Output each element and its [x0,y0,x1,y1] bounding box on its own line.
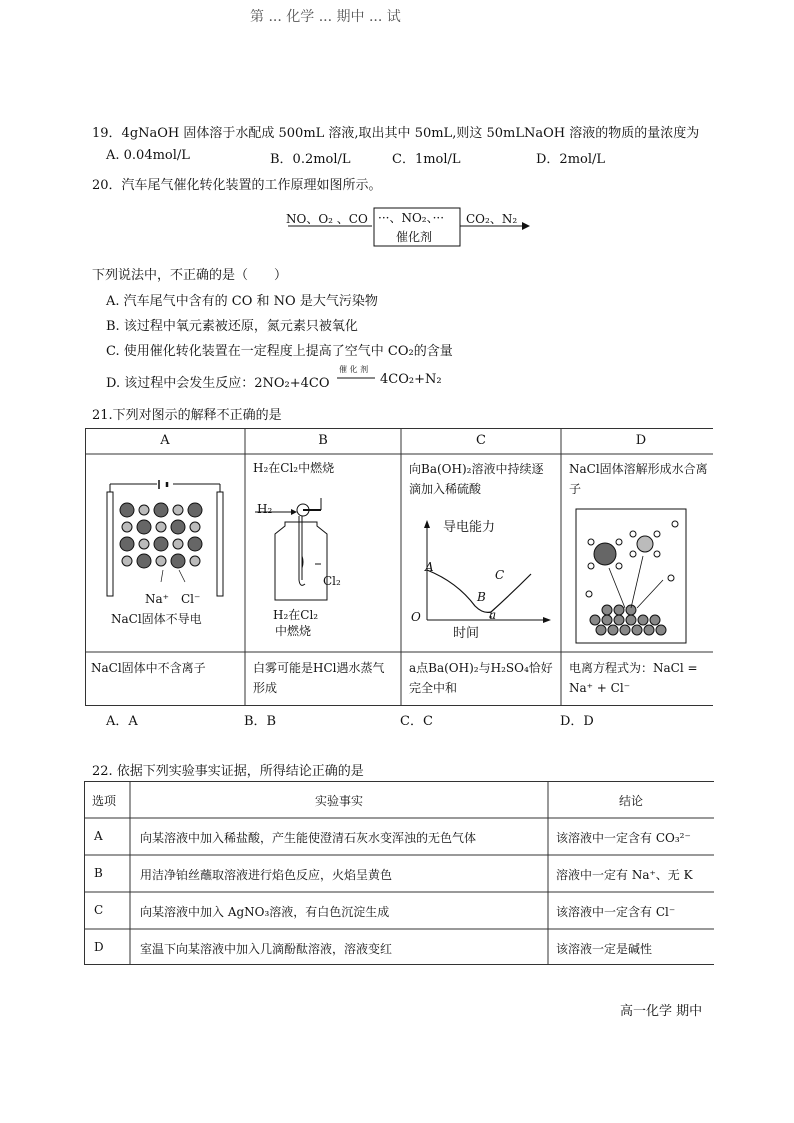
diagram-products: CO₂、N₂ [466,212,518,226]
q22-table [84,781,714,965]
q19-option-a: A. 0.04mol/L [106,148,190,163]
q20-stem: 20．汽车尾气催化转化装置的工作原理如图所示。 [92,178,382,193]
figure-c-point-a-lower: a [489,608,497,622]
figure-c-point-a: A [425,560,434,574]
q21-option-a: A．A [106,714,138,729]
diagram-catalyst: 催化剂 [396,230,433,244]
q19-stem: 19．4gNaOH 固体溶于水配成 500mL 溶液,取出其中 50mL,则这 50mLNaOH 溶液的物质的量浓度为 [92,126,700,141]
figure-b-caption-1: H₂在Cl₂ [273,608,319,622]
q22-header-fact: 实验事实 [314,794,363,808]
figure-b-bottle [255,488,395,606]
figure-a-na-label: Na⁺ [145,592,169,606]
figure-a-cl-label: Cl⁻ [181,592,201,606]
q20-question: 下列说法中，不正确的是（ ） [92,268,288,283]
q22-stem: 22. 依据下列实验事实证据，所得结论正确的是 [92,764,364,779]
q19-option-b: B．0.2mol/L [270,152,351,167]
q22-row-c-conclusion: 该溶液中一定含有 Cl⁻ [556,905,676,919]
q19-option-c: C．1mol/L [392,152,461,167]
q21-explanation-c: a点Ba(OH)₂与H₂SO₄恰好完全中和 [409,661,553,695]
q21-header-b: B [318,433,328,448]
q22-row-b-option: B [94,866,103,880]
q21-header-a: A [160,433,170,448]
q21-explanation-d: 电离方程式为：NaCl = Na⁺ + Cl⁻ [569,661,698,695]
figure-c-point-c: C [495,568,505,582]
q21-option-c: C．C [400,714,433,729]
q21-header-d: D [635,433,647,448]
q20-option-d-product: 4CO₂+N₂ [380,372,442,387]
reaction-condition: 催 化 剂 [339,365,369,374]
q19-option-d: D．2mol/L [536,152,606,167]
figure-a-caption: NaCl固体不导电 [111,612,202,626]
q22-row-c-option: C [94,903,104,917]
figure-c-point-b: B [477,590,486,604]
q21-caption-d: NaCl固体溶解形成水合离子 [569,462,708,496]
reaction-arrow [337,376,377,380]
q20-option-c: C. 使用催化转化装置在一定程度上提高了空气中 CO₂的含量 [106,344,453,359]
figure-d-hydration [575,508,687,644]
q21-caption-b: H₂在Cl₂中燃烧 [253,461,335,475]
figure-c-origin: O [411,610,421,624]
q21-stem: 21.下列对图示的解释不正确的是 [92,408,282,423]
figure-b-caption-2: 中燃烧 [275,624,312,638]
q21-header-c: C [476,433,486,448]
q22-row-d-option: D [94,940,104,954]
q22-row-d-conclusion: 该溶液一定是碱性 [556,942,653,956]
q22-header-option: 选项 [92,794,117,808]
figure-b-h2-label: H₂ [257,502,273,516]
q20-option-d: D. 该过程中会发生反应：2NO₂+4CO [106,376,330,391]
q20-option-b: B. 该过程中氧元素被还原，氮元素只被氧化 [106,319,358,334]
q21-option-b: B．B [244,714,277,729]
q21-caption-c: 向Ba(OH)₂溶液中持续逐滴加入稀硫酸 [409,462,544,496]
q22-row-b-conclusion: 溶液中一定有 Na⁺、无 K [556,868,693,882]
q20-diagram [284,204,534,250]
q22-row-c-fact: 向某溶液中加入 AgNO₃溶液，有白色沉淀生成 [140,905,390,919]
figure-c-conductivity-graph [407,520,557,630]
figure-c-ylabel: 导电能力 [443,520,496,535]
q20-option-a: A. 汽车尾气中含有的 CO 和 NO 是大气污染物 [106,294,378,309]
figure-a-nacl-crystal [105,480,227,600]
q22-row-b-fact: 用洁净铂丝蘸取溶液进行焰色反应，火焰呈黄色 [140,868,393,882]
q21-explanation-b: 白雾可能是HCl遇水蒸气形成 [253,661,385,695]
figure-c-xlabel: 时间 [453,626,480,641]
q21-option-d: D．D [560,714,594,729]
q22-header-conclusion: 结论 [618,794,643,808]
q22-row-a-conclusion: 该溶液中一定含有 CO₃²⁻ [556,831,691,845]
q22-row-a-option: A [94,829,103,843]
page-footer: 高一化学 期中 [620,1004,703,1019]
figure-b-cl2-label: Cl₂ [323,574,341,588]
q22-row-d-fact: 室温下向某溶液中加入几滴酚酞溶液，溶液变红 [140,942,393,956]
q21-explanation-a: NaCl固体中不含离子 [91,661,206,675]
q21-table [85,428,713,706]
diagram-box-top: ···、NO₂、··· [378,211,445,225]
header-fragment: 第 ... 化学 ... 期中 ... 试 [250,9,401,25]
q22-row-a-fact: 向某溶液中加入稀盐酸，产生能使澄清石灰水变浑浊的无色气体 [140,831,477,845]
diagram-reactants: NO、O₂ 、CO [286,212,368,226]
